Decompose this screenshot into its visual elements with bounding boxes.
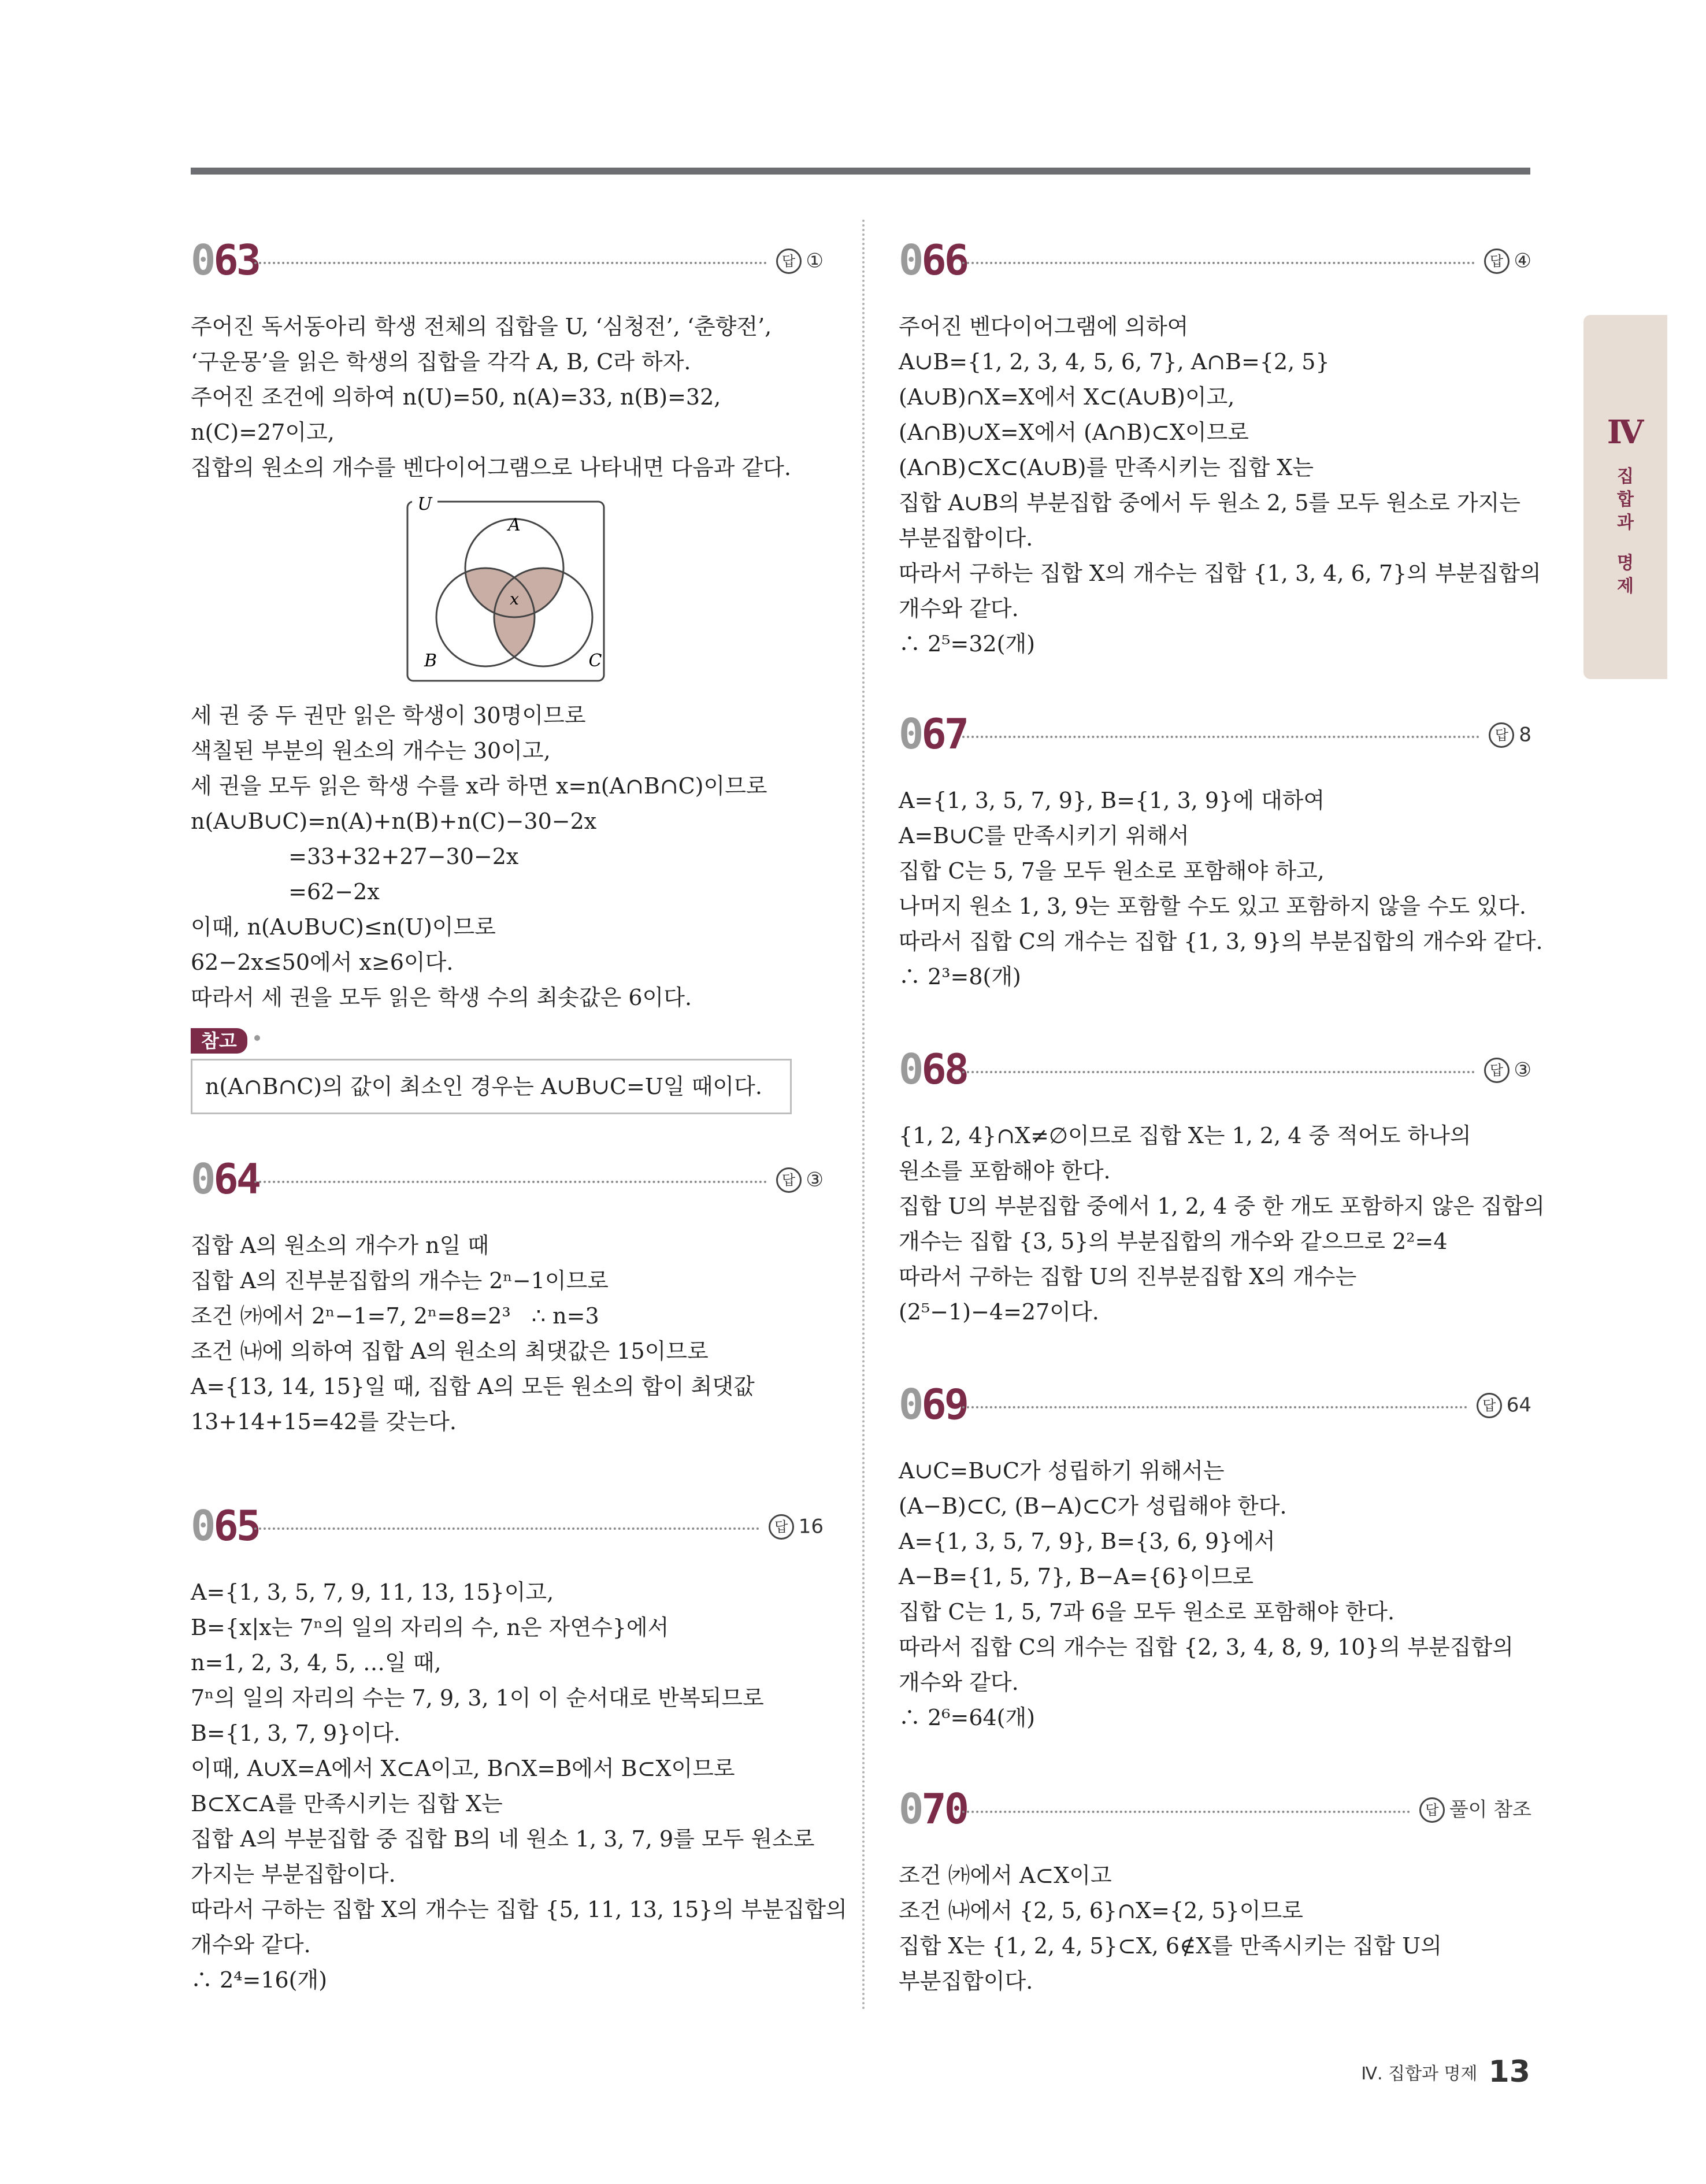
note-box [191, 1022, 824, 1114]
text-line: 원소를 포함해야 한다. [899, 1158, 1111, 1184]
answer-mark-icon: 답 [1419, 1797, 1445, 1823]
text-line: ∴ 2³=8(개) [899, 964, 1021, 989]
text-line: {1, 2, 4}∩X≠∅이므로 집합 X는 1, 2, 4 중 적어도 하나의 [899, 1123, 1471, 1148]
problem-header [899, 1783, 1531, 1835]
text-line: (A∪B)∩X=X에서 X⊂(A∪B)이고, [899, 384, 1235, 410]
leader-dots [962, 1811, 1410, 1813]
chapter-char: 명 [1617, 553, 1634, 573]
spacer [1583, 535, 1667, 552]
page-footer [1361, 2055, 1530, 2089]
venn-diagram [191, 496, 824, 687]
venn-label-a: A [508, 515, 521, 535]
problem-number-lead: 0 [899, 1380, 922, 1429]
problem-064 [191, 1153, 824, 1440]
text-line: B={x|x는 7ⁿ의 일의 자리의 수, n은 자연수}에서 [191, 1615, 669, 1640]
problem-header [899, 1043, 1531, 1095]
answer-mark-icon: 답 [776, 249, 802, 274]
text-line: 집합 C는 5, 7을 모두 원소로 포함해야 하고, [899, 858, 1325, 884]
text-line: 이때, n(A∪B∪C)≤n(U)이므로 [191, 914, 496, 940]
text-line: 따라서 구하는 집합 X의 개수는 집합 {5, 11, 13, 15}의 부분집합의 [191, 1897, 847, 1922]
text-line: 집합 A의 원소의 개수가 n일 때 [191, 1233, 489, 1258]
text-line: 개수와 같다. [191, 1932, 311, 1957]
venn-label-c: C [588, 651, 602, 671]
text-line: 나머지 원소 1, 3, 9는 포함할 수도 있고 포함하지 않을 수도 있다. [899, 893, 1526, 919]
text-line: (2⁵−1)−4=27이다. [899, 1299, 1099, 1325]
text-line: 주어진 조건에 의하여 n(U)=50, n(A)=33, n(B)=32, [191, 384, 721, 410]
leader-dots [962, 262, 1475, 264]
answer-value: 16 [798, 1515, 824, 1538]
chapter-char: 집 [1617, 466, 1634, 487]
problem-number-lead: 0 [191, 1501, 214, 1550]
footer-chapter: Ⅳ. 집합과 명제 [1361, 2064, 1478, 2084]
answer-mark-icon: 답 [1477, 1393, 1502, 1418]
problem-header [899, 1378, 1531, 1430]
chapter-title-vertical [1583, 465, 1667, 598]
text-line: 따라서 구하는 집합 X의 개수는 집합 {1, 3, 4, 6, 7}의 부분집합의 [899, 561, 1541, 586]
problem-header [191, 1153, 824, 1205]
problem-number [899, 1043, 967, 1095]
text-line: A=B∪C를 만족시키기 위해서 [899, 823, 1189, 848]
text-line: 조건 ㈏에서 {2, 5, 6}∩X={2, 5}이므로 [899, 1898, 1303, 1923]
problem-number [899, 1783, 967, 1835]
text-line: ‘구운몽’을 읽은 학생의 집합을 각각 A, B, C라 하자. [191, 349, 691, 374]
answer [1484, 244, 1531, 277]
column-divider [862, 220, 865, 2011]
answer-mark-icon: 답 [1484, 1058, 1510, 1083]
text-line: 주어진 벤다이어그램에 의하여 [899, 314, 1189, 339]
answer [1489, 718, 1531, 751]
text-line: 개수는 집합 {3, 5}의 부분집합의 개수와 같으므로 2²=4 [899, 1229, 1448, 1254]
text-line: ∴ 2⁵=32(개) [899, 631, 1036, 657]
answer-value: 8 [1519, 723, 1531, 747]
text-line: 집합 A의 부분집합 중 집합 B의 네 원소 1, 3, 7, 9를 모두 원소로 [191, 1826, 815, 1852]
text-line: ∴ 2⁴=16(개) [191, 1967, 328, 1993]
text-line: 62−2x≤50에서 x≥6이다. [191, 950, 454, 975]
text-line: A∪C=B∪C가 성립하기 위해서는 [899, 1458, 1225, 1484]
problem-number-lead: 0 [191, 1155, 214, 1203]
text-line: A={13, 14, 15}일 때, 집합 A의 모든 원소의 합이 최댓값 [191, 1374, 755, 1399]
text-line: n(C)=27이고, [191, 420, 335, 445]
text-line: 집합 X는 {1, 2, 4, 5}⊂X, 6∉X를 만족시키는 집합 U의 [899, 1933, 1442, 1959]
problem-number-digits: 65 [213, 1501, 259, 1550]
text-line: A={1, 3, 5, 7, 9, 11, 13, 15}이고, [191, 1579, 554, 1605]
text-line: 13+14+15=42를 갖는다. [191, 1409, 457, 1434]
text-line: A={1, 3, 5, 7, 9}, B={1, 3, 9}에 대하여 [899, 788, 1325, 813]
page-number: 13 [1488, 2055, 1530, 2089]
text-line: ∴ 2⁶=64(개) [899, 1705, 1036, 1730]
problem-number-lead: 0 [899, 1045, 922, 1093]
text-line: 집합 U의 부분집합 중에서 1, 2, 4 중 한 개도 포함하지 않은 집합의 [899, 1193, 1545, 1219]
text-line: 세 권 중 두 권만 읽은 학생이 30명이므로 [191, 703, 586, 728]
text-line: 따라서 집합 C의 개수는 집합 {1, 3, 9}의 부분집합의 개수와 같다. [899, 929, 1543, 954]
text-line: 따라서 집합 C의 개수는 집합 {2, 3, 4, 8, 9, 10}의 부분집합의 [899, 1634, 1514, 1660]
problem-number [191, 1153, 259, 1205]
problem-body [899, 1858, 1531, 1999]
problem-header [191, 1500, 824, 1552]
problem-number-digits: 69 [921, 1380, 967, 1429]
venn-svg [191, 496, 824, 687]
problem-070 [899, 1783, 1531, 1999]
leader-dots [962, 736, 1479, 738]
text-line: 부분집합이다. [899, 1968, 1033, 1994]
answer-value: 64 [1506, 1393, 1531, 1417]
text-line: 부분집합이다. [899, 525, 1033, 551]
note-text: n(A∩B∩C)의 값이 최소인 경우는 A∪B∪C=U일 때이다. [191, 1059, 792, 1114]
text-line: n(A∪B∪C)=n(A)+n(B)+n(C)−30−2x [191, 809, 597, 834]
text-line: =62−2x [191, 879, 380, 904]
answer [1477, 1389, 1531, 1421]
problem-body [899, 1118, 1545, 1330]
note-dot [254, 1035, 260, 1041]
text-line: 색칠된 부분의 원소의 개수는 30이고, [191, 738, 551, 763]
text-line: (A−B)⊂C, (B−A)⊂C가 성립해야 한다. [899, 1493, 1287, 1519]
problem-number-digits: 66 [921, 236, 967, 284]
problem-number [191, 1500, 259, 1552]
problem-063 [191, 234, 824, 1114]
top-rule [191, 168, 1530, 175]
problem-number [191, 234, 259, 286]
text-line: A−B={1, 5, 7}, B−A={6}이므로 [899, 1564, 1254, 1589]
text-line: 따라서 세 권을 모두 읽은 학생 수의 최솟값은 6이다. [191, 985, 692, 1010]
text-line: 집합 A∪B의 부분집합 중에서 두 원소 2, 5를 모두 원소로 가지는 [899, 490, 1521, 516]
problem-069 [899, 1378, 1531, 1736]
problem-number-lead: 0 [899, 1785, 922, 1833]
text-line: (A∩B)∪X=X에서 (A∩B)⊂X이므로 [899, 420, 1249, 445]
text-line: 주어진 독서동아리 학생 전체의 집합을 U, ‘심청전’, ‘춘향전’, [191, 314, 772, 339]
chapter-char: 과 [1617, 513, 1634, 533]
leader-dots [254, 1527, 759, 1530]
problem-number-lead: 0 [899, 236, 922, 284]
venn-label-b: B [424, 651, 437, 671]
text-line: (A∩B)⊂X⊂(A∪B)를 만족시키는 집합 X는 [899, 455, 1314, 480]
problem-number [899, 708, 967, 760]
leader-dots [254, 1181, 767, 1183]
leader-dots [962, 1071, 1475, 1073]
text-line: B={1, 3, 7, 9}이다. [191, 1720, 400, 1746]
text-line: B⊂X⊂A를 만족시키는 집합 X는 [191, 1791, 503, 1816]
text-line: 세 권을 모두 읽은 학생 수를 x라 하면 x=n(A∩B∩C)이므로 [191, 773, 767, 799]
answer [769, 1510, 824, 1542]
problem-065 [191, 1500, 847, 1998]
text-line: 개수와 같다. [899, 596, 1019, 621]
text-line: 집합의 원소의 개수를 벤다이어그램으로 나타내면 다음과 같다. [191, 455, 791, 480]
chapter-side-tab [1583, 315, 1667, 679]
problem-header [899, 708, 1531, 760]
problem-body [899, 783, 1543, 995]
problem-number [899, 1378, 967, 1430]
problem-body [899, 309, 1541, 662]
chapter-roman-numeral: Ⅳ [1607, 413, 1644, 451]
text-line: 따라서 구하는 집합 U의 진부분집합 X의 개수는 [899, 1264, 1357, 1289]
answer [1484, 1054, 1531, 1086]
text-line: =33+32+27−30−2x [191, 844, 519, 869]
problem-number-digits: 68 [921, 1045, 967, 1093]
answer-value: 풀이 참조 [1449, 1798, 1531, 1822]
text-line: 가지는 부분집합이다. [191, 1862, 396, 1887]
problem-header [899, 234, 1531, 286]
problem-body [191, 1228, 824, 1440]
answer [776, 1163, 824, 1196]
text-line: 조건 ㈎에서 A⊂X이고 [899, 1863, 1112, 1888]
problem-number-digits: 64 [213, 1155, 259, 1203]
problem-header [191, 234, 824, 286]
text-line: 집합 A의 진부분집합의 개수는 2ⁿ−1이므로 [191, 1268, 609, 1293]
leader-dots [254, 262, 767, 264]
answer-value: ④ [1514, 249, 1531, 273]
text-line: 조건 ㈏에 의하여 집합 A의 원소의 최댓값은 15이므로 [191, 1338, 709, 1364]
note-tag: 참고 [191, 1028, 247, 1054]
text-line: n=1, 2, 3, 4, 5, …일 때, [191, 1650, 442, 1675]
problem-number-lead: 0 [899, 710, 922, 758]
problem-number [899, 234, 967, 286]
text-line: 7ⁿ의 일의 자리의 수는 7, 9, 3, 1이 이 순서대로 반복되므로 [191, 1685, 764, 1711]
problem-body [899, 1453, 1531, 1736]
text-line: 개수와 같다. [899, 1670, 1019, 1695]
problem-number-digits: 67 [921, 710, 967, 758]
text-line: 조건 ㈎에서 2ⁿ−1=7, 2ⁿ=8=2³ ∴ n=3 [191, 1303, 599, 1329]
venn-label-u: U [417, 496, 432, 514]
venn-label-x: x [510, 589, 519, 609]
answer-value: ③ [806, 1168, 824, 1192]
problem-number-digits: 70 [921, 1785, 967, 1833]
problem-067 [899, 708, 1543, 995]
text-line: A∪B={1, 2, 3, 4, 5, 6, 7}, A∩B={2, 5} [899, 349, 1330, 374]
answer-mark-icon: 답 [1489, 722, 1514, 748]
text-line: 이때, A∪X=A에서 X⊂A이고, B∩X=B에서 B⊂X이므로 [191, 1756, 735, 1781]
answer-mark-icon: 답 [776, 1167, 802, 1193]
chapter-char: 제 [1617, 576, 1634, 596]
answer-mark-icon: 답 [1484, 249, 1510, 274]
problem-body [191, 1575, 847, 1998]
problem-number-lead: 0 [191, 236, 214, 284]
answer-value: ③ [1514, 1058, 1531, 1082]
problem-number-digits: 63 [213, 236, 259, 284]
answer [1419, 1793, 1531, 1826]
answer-mark-icon: 답 [769, 1514, 794, 1540]
problem-body [191, 309, 824, 1114]
problem-068 [899, 1043, 1545, 1330]
answer-value: ① [806, 249, 824, 273]
chapter-char: 합 [1617, 490, 1634, 510]
problem-066 [899, 234, 1541, 662]
text-line: 집합 C는 1, 5, 7과 6을 모두 원소로 포함해야 한다. [899, 1599, 1395, 1625]
leader-dots [962, 1406, 1467, 1408]
text-line: A={1, 3, 5, 7, 9}, B={3, 6, 9}에서 [899, 1529, 1275, 1554]
answer [776, 244, 824, 277]
